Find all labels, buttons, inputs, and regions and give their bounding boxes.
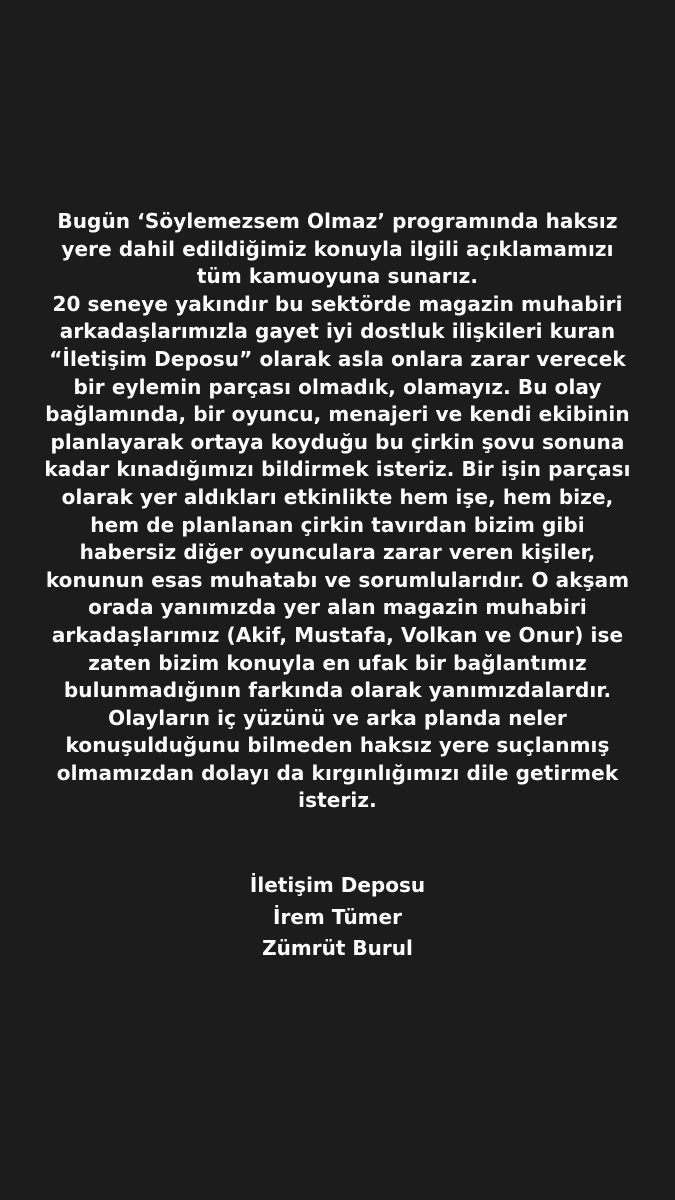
statement-text-block <box>0 208 675 965</box>
paragraph-spacer <box>0 815 675 843</box>
statement-line: yere dahil edildiğimiz konuyla ilgili açıklamamızı <box>61 236 614 261</box>
statement-line: bağlamında, bir oyuncu, menajeri ve kendi ekibinin <box>45 402 630 427</box>
statement-line: planlayarak ortaya koyduğu bu çirkin şovu sonuna <box>50 429 625 454</box>
statement-line: habersiz diğer oyunculara zarar veren kişiler, <box>79 540 596 565</box>
signature-person: Zümrüt Burul <box>262 936 413 961</box>
statement-line: konunun esas muhatabı ve sorumlularıdır. O akşam <box>45 567 630 592</box>
statement-line: arkadaşlarımızla gayet iyi dostluk ilişkileri kuran <box>59 319 616 344</box>
statement-line: arkadaşlarımız (Akif, Mustafa, Volkan ve Onur) ise <box>51 622 624 647</box>
statement-line: Bugün ‘Söylemezsem Olmaz’ programında haksız <box>57 209 618 233</box>
statement-line: orada yanımızda yer alan magazin muhabiri <box>88 595 587 620</box>
statement-line: olarak yer aldıkları etkinlikte hem işe, hem bize, <box>61 484 614 509</box>
statement-line: zaten bizim konuyla en ufak bir bağlantımız <box>88 650 587 675</box>
statement-line: “İletişim Deposu” olarak asla onlara zarar verecek <box>49 346 626 371</box>
statement-line: olmamızdan dolayı da kırgınlığımızı dile getirmek <box>56 760 619 785</box>
statement-line: isteriz. <box>298 788 377 813</box>
statement-line: bulunmadığının farkında olarak yanımızdalardır. <box>63 678 612 703</box>
statement-line: konuşulduğunu bilmeden haksız yere suçlanmış <box>65 733 610 758</box>
paragraph-spacer <box>0 843 675 871</box>
statement-line: bir eylemin parçası olmadık, olamayız. Bu olay <box>73 374 602 399</box>
signature-company: İletişim Deposu <box>249 873 426 898</box>
statement-line: Olayların iç yüzünü ve arka planda neler <box>108 705 567 730</box>
signature-block <box>0 870 675 965</box>
statement-line: 20 seneye yakındır bu sektörde magazin muhabiri <box>52 291 623 316</box>
statement-line: hem de planlanan çirkin tavırdan bizim gibi <box>90 512 585 537</box>
statement-line: tüm kamuoyuna sunarız. <box>196 264 479 289</box>
statement-line: kadar kınadığımızı bildirmek isteriz. Bir işin parçası <box>44 457 631 482</box>
signature-person: İrem Tümer <box>273 904 402 929</box>
